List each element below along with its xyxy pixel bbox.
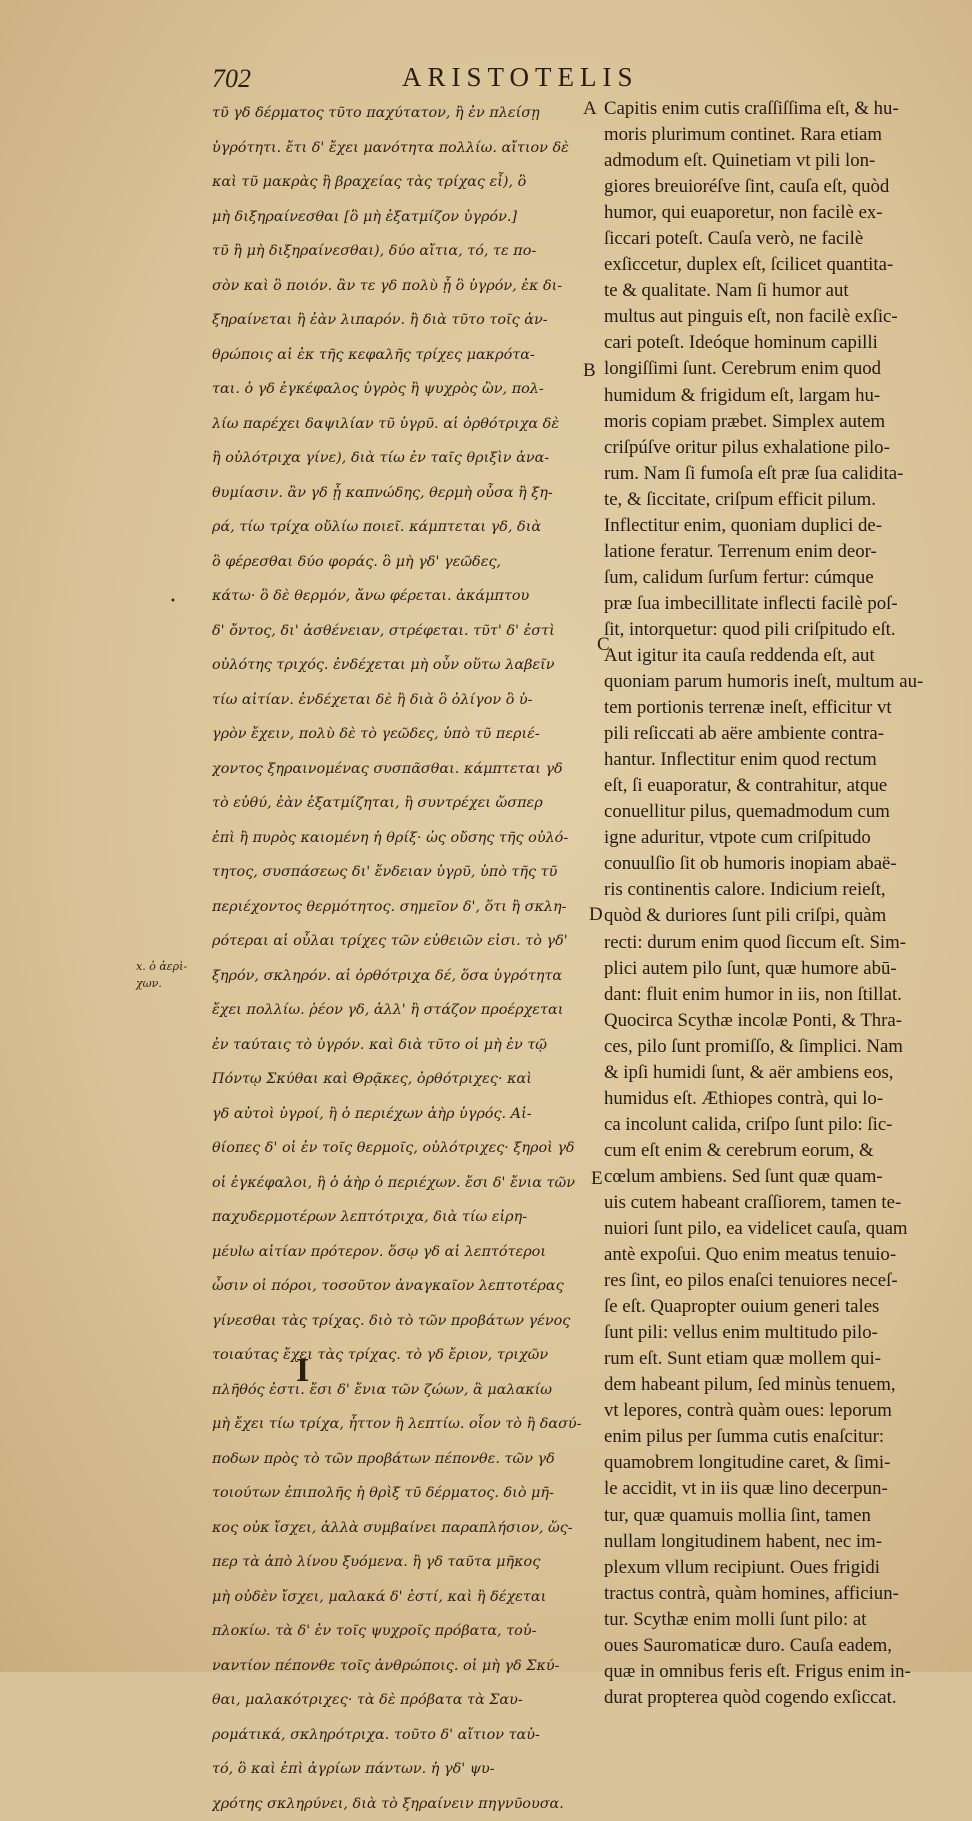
greek-text-line: τοιαύτας ἔχει τὰς τρίχας. τὸ γδ ἔριον, τριχῶν bbox=[212, 1338, 584, 1373]
latin-text-line: criſpúſve oritur pilus exhalatione pilo- bbox=[604, 435, 948, 461]
greek-text-line: σὸν καὶ ὃ ποιόν. ἂν τε γδ πολὺ ᾖ ὃ ὑγρόν, ἐκ δι- bbox=[212, 269, 584, 304]
latin-text-line: ſiccari poteſt. Cauſa verò, ne facilè bbox=[604, 226, 948, 252]
latin-text-line: dant: fluit enim humor in iis, non ſtillat. bbox=[604, 982, 948, 1008]
latin-text-line: oues Sauromaticæ duro. Cauſa eadem, bbox=[604, 1633, 948, 1659]
latin-text-line: tem portionis terrenæ ineſt, efficitur vt bbox=[604, 695, 948, 721]
latin-text-line: te & qualitate. Nam ſi humor aut bbox=[604, 278, 948, 304]
greek-text-line: μὴ διξηραίνεσθαι [ὃ μὴ ἐξατμίζον ὑγρόν.] bbox=[212, 200, 584, 235]
greek-text-line: ἢ οὐλότριχα γίνε), διὰ τίω ἐν ταῖς θριξὶν ἀνα- bbox=[212, 441, 584, 476]
latin-text-line: tur. Scythæ enim molli ſunt pilo: at bbox=[604, 1607, 948, 1633]
latin-text-line: multus aut pinguis eſt, non facilè exſic- bbox=[604, 304, 948, 330]
latin-text-line: cum eſt enim & cerebrum eorum, & bbox=[604, 1138, 948, 1164]
greek-text-column bbox=[212, 96, 584, 1821]
latin-text-line: quoniam parum humoris ineſt, multum au- bbox=[604, 669, 948, 695]
latin-text-line: latione feratur. Terrenum enim deor- bbox=[604, 539, 948, 565]
latin-text-line: conuulſio ſit ob humoris inopiam abaë- bbox=[604, 851, 948, 877]
greek-text-line: τῦ ἢ μὴ διξηραίνεσθαι), δύο αἴτια, τό, τε πο- bbox=[212, 234, 584, 269]
latin-text-line: plexum vllum recipiunt. Oues frigidi bbox=[604, 1555, 948, 1581]
latin-text-line: & ipſi humidi ſunt, & aër ambiens eos, bbox=[604, 1060, 948, 1086]
latin-text-line: præ ſua imbecillitate inflecti facilè poſ- bbox=[604, 591, 948, 617]
greek-text-line: ρότεραι αἱ οὖλαι τρίχες τῶν εὐθειῶν εἰσι. τὸ γδ' bbox=[212, 924, 584, 959]
latin-text-line: durat propterea quòd cogendo exſiccat. bbox=[604, 1685, 948, 1711]
latin-text-line: giores breuioréſve ſint, cauſa eſt, quòd bbox=[604, 174, 948, 200]
latin-text-line: tur, quæ quamuis mollia ſint, tamen bbox=[604, 1503, 948, 1529]
greek-text-line: μέυlω αἰτίαν πρότερον. ὅσῳ γδ αἱ λεπτότεροι bbox=[212, 1235, 584, 1270]
latin-text-line: nuiori ſunt pilo, ea videlicet cauſa, quam bbox=[604, 1216, 948, 1242]
margin-note: x. ὁ ἀερὶ- χων. bbox=[136, 958, 188, 992]
greek-text-line: ὦσιν οἱ πόροι, τοσοῦτον ἀναγκαῖον λεπτοτέρας bbox=[212, 1269, 584, 1304]
latin-text-line: igne aduritur, vtpote cum criſpitudo bbox=[604, 825, 948, 851]
greek-text-line: κάτω· ὃ δὲ θερμόν, ἄνω φέρεται. ἀκάμπτου bbox=[212, 579, 584, 614]
latin-text-line: ces, pilo ſunt promiſſo, & ſimplici. Nam bbox=[604, 1034, 948, 1060]
latin-text-line: exſiccetur, duplex eſt, ſcilicet quantita- bbox=[604, 252, 948, 278]
greek-text-line: τὸ εὐθύ, ἐὰν ἐξατμίζηται, ἢ συντρέχει ὥσπερ bbox=[212, 786, 584, 821]
greek-text-line: χρότης σκληρύνει, διὰ τὸ ξηραίνειν πηγνῦουσα. bbox=[212, 1787, 584, 1821]
greek-text-line: δ' ὄντος, δι' ἀσθένειαν, στρέφεται. τῦτ' δ' ἐστὶ bbox=[212, 614, 584, 649]
latin-text-line: moris plurimum continet. Rara etiam bbox=[604, 122, 948, 148]
greek-text-line: θρώποις αἱ ἐκ τῆς κεφαλῆς τρίχες μακρότα- bbox=[212, 338, 584, 373]
latin-text-line: admodum eſt. Quinetiam vt pili lon- bbox=[604, 148, 948, 174]
signature-mark: I bbox=[296, 1352, 309, 1390]
latin-text-line: tractus contrà, quàm homines, afficiun- bbox=[604, 1581, 948, 1607]
section-letter-d: D bbox=[589, 904, 603, 926]
latin-text-line: quæ in omnibus feris eſt. Frigus enim in- bbox=[604, 1659, 948, 1685]
greek-text-line: περ τὰ ἀπὸ λίνου ξυόμενα. ἢ γδ ταῦτα μῆκος bbox=[212, 1545, 584, 1580]
greek-text-line: οὐλότης τριχός. ἐνδέχεται μὴ οὖν οὕτω λαβεῖν bbox=[212, 648, 584, 683]
greek-text-line: ρά, τίω τρίχα οὔλίω ποιεῖ. κάμπτεται γδ, διὰ bbox=[212, 510, 584, 545]
greek-text-line: θαι, μαλακότριχες· τὰ δὲ πρόβατα τὰ Σαυ- bbox=[212, 1683, 584, 1718]
greek-text-line: οἱ ἐγκέφαλοι, ἢ ὁ ἀὴρ ὁ περιέχων. ἔσι δ' ἔνια τῶν bbox=[212, 1166, 584, 1201]
greek-text-line: πλῆθός ἐστι. ἔσι δ' ἔνια τῶν ζώων, ἃ μαλακίω bbox=[212, 1373, 584, 1408]
greek-text-line: ναντίον πέπονθε τοῖς ἀνθρώποις. οἱ μὴ γδ Σκύ- bbox=[212, 1649, 584, 1684]
page-header bbox=[212, 62, 752, 96]
latin-text-line: pili reſiccati ab aëre ambiente contra- bbox=[604, 721, 948, 747]
page-number: 702 bbox=[212, 64, 251, 94]
greek-text-line: ται. ὁ γδ ἐγκέφαλος ὑγρὸς ἢ ψυχρὸς ὢν, πολ- bbox=[212, 372, 584, 407]
greek-text-line: Πόντῳ Σκύθαι καὶ Θρᾷκες, ὀρθότριχες· καὶ bbox=[212, 1062, 584, 1097]
latin-text-line: humidus eſt. Æthiopes contrà, qui lo- bbox=[604, 1086, 948, 1112]
section-letter-c: C bbox=[597, 634, 610, 656]
section-letter-a: A bbox=[583, 98, 597, 120]
greek-text-line: τίω αἰτίαν. ἐνδέχεται δὲ ἢ διὰ ὃ ὀλίγον ὃ ὑ- bbox=[212, 683, 584, 718]
greek-text-line: παχυδερμοτέρων λεπτότριχα, διὰ τίω εἰρη- bbox=[212, 1200, 584, 1235]
section-letter-b: B bbox=[583, 360, 596, 382]
latin-text-line: ſunt pili: vellus enim multitudo pilo- bbox=[604, 1320, 948, 1346]
latin-text-line: antè expoſui. Quo enim meatus tenuio- bbox=[604, 1242, 948, 1268]
latin-text-line: res ſint, eo pilos enaſci tenuiores neceſ- bbox=[604, 1268, 948, 1294]
greek-text-line: θίοπες δ' οἱ ἐν τοῖς θερμοῖς, οὐλότριχες· ξηροὶ γδ bbox=[212, 1131, 584, 1166]
latin-text-line: ſum, calidum ſurſum fertur: cúmque bbox=[604, 565, 948, 591]
latin-text-line: humidum & frigidum eſt, largam hu- bbox=[604, 383, 948, 409]
latin-text-line: rum. Nam ſi fumoſa eſt præ ſua calidita- bbox=[604, 461, 948, 487]
latin-text-line: vt lepores, contrà quàm oues: leporum bbox=[604, 1398, 948, 1424]
greek-text-line: ξηραίνεται ἢ ἐὰν λιπαρόν. ἢ διὰ τῦτο τοῖς ἀν- bbox=[212, 303, 584, 338]
greek-text-line: γρὸν ἔχειν, πολὺ δὲ τὸ γεῶδες, ὑπὸ τῦ περιέ- bbox=[212, 717, 584, 752]
latin-text-line: Inflectitur enim, quoniam duplici de- bbox=[604, 513, 948, 539]
latin-text-line: uis cutem habeant craſſiorem, tamen te- bbox=[604, 1190, 948, 1216]
greek-text-line: τό, ὃ καὶ ἐπὶ ἀγρίων πάντων. ἡ γδ' ψυ- bbox=[212, 1752, 584, 1787]
latin-text-line: ſit, intorquetur: quod pili criſpitudo eſt. bbox=[604, 617, 948, 643]
greek-text-line: κος οὐκ ἴσχει, ἀλλὰ συμβαίνει παραπλήσιον, ὥς- bbox=[212, 1511, 584, 1546]
latin-text-line: te, & ſiccitate, criſpum efficit pilum. bbox=[604, 487, 948, 513]
greek-text-line: πλοκίω. τὰ δ' ἐν τοῖς ψυχροῖς πρόβατα, τοὐ- bbox=[212, 1614, 584, 1649]
latin-text-line: ſe eſt. Quapropter ouium generi tales bbox=[604, 1294, 948, 1320]
greek-text-line: γίνεσθαι τὰς τρίχας. διὸ τὸ τῶν προβάτων γένος bbox=[212, 1304, 584, 1339]
greek-text-line: ρομάτικά, σκληρότριχα. τοῦτο δ' αἴτιον ταὐ- bbox=[212, 1718, 584, 1753]
greek-text-line: τοιούτων ἐπιπολῆς ἡ θρὶξ τῦ δέρματος. διὸ μῆ- bbox=[212, 1476, 584, 1511]
latin-text-line: hantur. Inflectitur enim quod rectum bbox=[604, 747, 948, 773]
greek-text-line: ξηρόν, σκληρόν. αἱ ὀρθότριχα δέ, ὅσα ὑγρότητα bbox=[212, 959, 584, 994]
section-letter-e: E bbox=[591, 1168, 603, 1190]
greek-text-line: τῦ γδ δέρματος τῦτο παχύτατον, ἢ ἐν πλείσῃ bbox=[212, 96, 584, 131]
greek-text-line: ποδων πρὸς τὸ τῶν προβάτων πέπονθε. τῶν γδ bbox=[212, 1442, 584, 1477]
latin-text-line: longiſſimi ſunt. Cerebrum enim quod bbox=[604, 356, 948, 382]
running-head: ARISTOTELIS bbox=[402, 62, 639, 93]
greek-text-line: λίω παρέχει δαψιλίαν τῦ ὑγρῦ. αἱ ὀρθότριχα δὲ bbox=[212, 407, 584, 442]
greek-text-line: μὴ ἔχει τίω τρίχα, ἧττον ἢ λεπτίω. οἷον τὸ ἢ δασύ- bbox=[212, 1407, 584, 1442]
latin-text-line: conuellitur pilus, quemadmodum cum bbox=[604, 799, 948, 825]
latin-text-line: enim pilus per ſumma cutis enaſcitur: bbox=[604, 1424, 948, 1450]
greek-text-line: ὑγρότητι. ἔτι δ' ἔχει μανότητα πολλίω. αἴτιον δὲ bbox=[212, 131, 584, 166]
latin-text-line: nullam longitudinem habent, nec im- bbox=[604, 1529, 948, 1555]
latin-text-line: eſt, ſi euaporatur, & contrahitur, atque bbox=[604, 773, 948, 799]
latin-text-line: moris copiam præbet. Simplex autem bbox=[604, 409, 948, 435]
latin-text-line: cari poteſt. Ideóque hominum capilli bbox=[604, 330, 948, 356]
latin-text-line: ca incolunt calida, criſpo ſunt pilo: ſic- bbox=[604, 1112, 948, 1138]
greek-text-line: γδ αὐτοὶ ὑγροί, ἢ ὁ περιέχων ἀὴρ ὑγρός. Αἰ- bbox=[212, 1097, 584, 1132]
latin-text-line: humor, qui euaporetur, non facilè ex- bbox=[604, 200, 948, 226]
greek-text-line: ἔχει πολλίω. ῥέον γδ, ἀλλ' ἢ στάζον προέρχεται bbox=[212, 993, 584, 1028]
latin-text-line: le accidit, vt in iis quæ lino decerpun- bbox=[604, 1476, 948, 1502]
greek-text-line: χοντος ξηραινομένας συσπᾶσθαι. κάμπτεται γδ bbox=[212, 752, 584, 787]
latin-text-line: dem habeant pilum, ſed minùs tenuem, bbox=[604, 1372, 948, 1398]
margin-dot-mark: • bbox=[170, 596, 176, 607]
latin-text-line: quamobrem longitudine caret, & ſimi- bbox=[604, 1450, 948, 1476]
latin-text-line: Aut igitur ita cauſa reddenda eſt, aut bbox=[604, 643, 948, 669]
latin-text-line: quòd & duriores ſunt pili criſpi, quàm bbox=[604, 903, 948, 929]
greek-text-line: ἐν ταύταις τὸ ὑγρόν. καὶ διὰ τῦτο οἱ μὴ ἐν τῷ bbox=[212, 1028, 584, 1063]
greek-text-line: ὃ φέρεσθαι δύο φοράς. ὃ μὴ γδ' γεῶδες, bbox=[212, 545, 584, 580]
greek-text-line: περιέχοντος θερμότητος. σημεῖον δ', ὅτι ἢ σκλη- bbox=[212, 890, 584, 925]
latin-text-column bbox=[604, 96, 948, 1711]
latin-text-line: rum eſt. Sunt etiam quæ mollem qui- bbox=[604, 1346, 948, 1372]
greek-text-line: μὴ οὐδὲν ἴσχει, μαλακά δ' ἐστί, καὶ ἢ δέχεται bbox=[212, 1580, 584, 1615]
latin-text-line: cœlum ambiens. Sed ſunt quæ quam- bbox=[604, 1164, 948, 1190]
greek-text-line: ἐπὶ ἢ πυρὸς καιομένη ἡ θρίξ· ὡς οὔσης τῆς οὐλό- bbox=[212, 821, 584, 856]
latin-text-line: plici autem pilo ſunt, quæ humore abū- bbox=[604, 956, 948, 982]
greek-text-line: τητος, συσπάσεως δι' ἔνδειαν ὑγρῦ, ὑπὸ τῆς τῦ bbox=[212, 855, 584, 890]
latin-text-line: Quocirca Scythæ incolæ Ponti, & Thra- bbox=[604, 1008, 948, 1034]
latin-text-line: recti: durum enim quod ſiccum eſt. Sim- bbox=[604, 930, 948, 956]
latin-text-line: ris continentis calore. Indicium reieſt, bbox=[604, 877, 948, 903]
greek-text-line: θυμίασιν. ἂν γδ ᾖ καπνώδης, θερμὴ οὖσα ἢ ξη- bbox=[212, 476, 584, 511]
latin-text-line: Capitis enim cutis craſſiſſima eſt, & hu- bbox=[604, 96, 948, 122]
greek-text-line: καὶ τῦ μακρὰς ἢ βραχείας τὰς τρίχας εἶ), ὃ bbox=[212, 165, 584, 200]
